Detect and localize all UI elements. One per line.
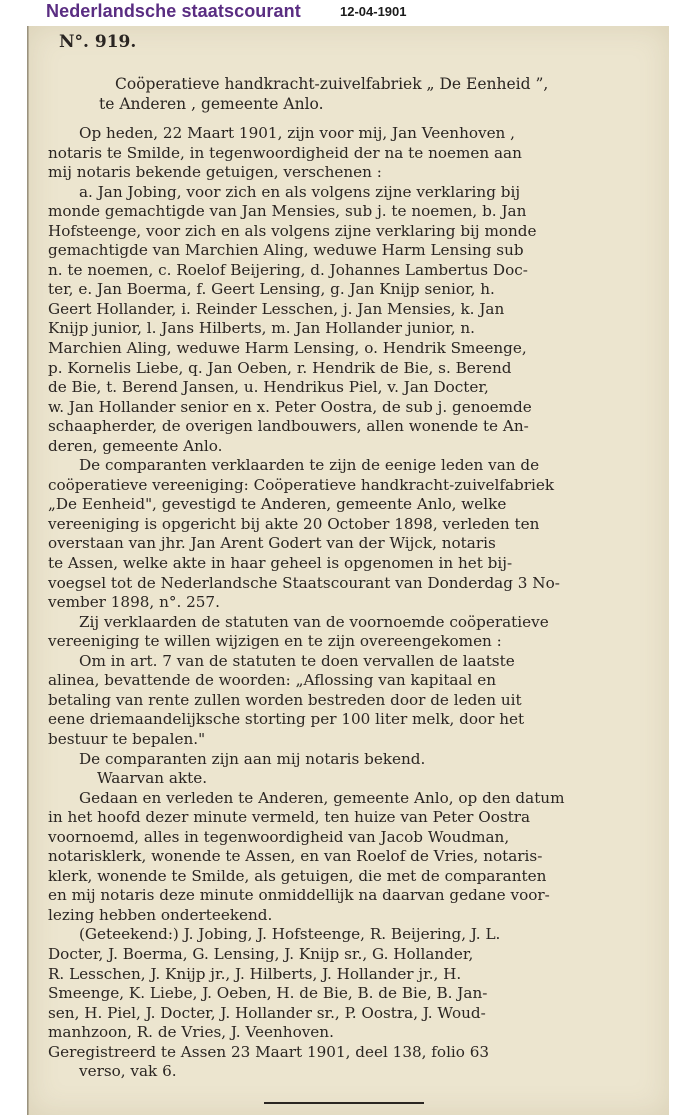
text-line: Op heden, 22 Maart 1901, zijn voor mij, Jan Veenhoven , bbox=[79, 124, 515, 142]
text-line: mij notaris bekende getuigen, verschenen : bbox=[48, 163, 382, 182]
issue-date: 12-04-1901 bbox=[340, 4, 407, 19]
text-line: De comparanten zijn aan mij notaris bekend. bbox=[79, 749, 426, 768]
text-line: ter, e. Jan Boerma, f. Geert Lensing, g. Jan Knijp senior, h. bbox=[48, 280, 495, 299]
text-line: bestuur te bepalen." bbox=[48, 729, 206, 748]
text-line: en mij notaris deze minute onmiddellijk na daarvan gedane voor- bbox=[48, 886, 550, 905]
text-line: te Assen, welke akte in haar geheel is opgenomen in het bij- bbox=[48, 554, 513, 573]
text-line: sen, H. Piel, J. Docter, J. Hollander sr., P. Oostra, J. Woud- bbox=[48, 1003, 486, 1022]
text-line: voornoemd, alles in tegenwoordigheid van Jacob Woudman, bbox=[48, 827, 510, 846]
text-line: notarisklerk, wonende te Assen, en van Roelof de Vries, notaris- bbox=[48, 847, 543, 866]
text-line: n. te noemen, c. Roelof Beijering, d. Johannes Lambertus Doc- bbox=[48, 260, 528, 279]
text-line: Geregistreerd te Assen 23 Maart 1901, deel 138, folio 63 bbox=[48, 1042, 490, 1061]
text-line: monde gemachtigde van Jan Mensies, sub j. te noemen, b. Jan bbox=[48, 202, 527, 221]
text-line: klerk, wonende te Smilde, als getuigen, die met de comparanten bbox=[48, 866, 547, 885]
text-line: gemachtigde van Marchien Aling, weduwe Harm Lensing sub bbox=[48, 241, 524, 260]
heading-line: Coöperatieve handkracht-zuivelfabriek „ De Eenheid ”, bbox=[115, 75, 549, 93]
text-line: vember 1898, n°. 257. bbox=[48, 593, 220, 612]
text-line: de Bie, t. Berend Jansen, u. Hendrikus Piel, v. Jan Docter, bbox=[48, 378, 489, 397]
text-line: (Geteekend:) J. Jobing, J. Hofsteenge, R. Beijering, J. L. bbox=[79, 925, 501, 944]
text-line: notaris te Smilde, in tegenwoordigheid der na te noemen aan bbox=[48, 143, 522, 162]
text-line: coöperatieve vereeniging: Coöperatieve handkracht-zuivelfabriek bbox=[48, 475, 555, 494]
closing-rule bbox=[264, 1102, 424, 1104]
text-line: betaling van rente zullen worden bestreden door de leden uit bbox=[48, 690, 522, 709]
text-line: alinea, bevattende de woorden: „Aflossing van kapitaal en bbox=[48, 671, 496, 690]
article-body bbox=[48, 124, 660, 1082]
text-line: De comparanten verklaarden te zijn de eenige leden van de bbox=[79, 456, 540, 475]
text-line: R. Lesschen, J. Knijp jr., J. Hilberts, J. Hollander jr., H. bbox=[48, 964, 462, 983]
text-line: w. Jan Hollander senior en x. Peter Oostra, de sub j. genoemde bbox=[48, 397, 532, 416]
text-line: deren, gemeente Anlo. bbox=[48, 436, 223, 455]
text-line: „De Eenheid", gevestigd te Anderen, gemeente Anlo, welke bbox=[48, 495, 507, 514]
article-number: N°. 919. bbox=[59, 32, 137, 52]
text-line: in het hoofd dezer minute vermeld, ten huize van Peter Oostra bbox=[48, 808, 531, 827]
text-line: Marchien Aling, weduwe Harm Lensing, o. Hendrik Smeenge, bbox=[48, 339, 527, 358]
text-line: vereeniging te willen wijzigen en te zijn overeengekomen : bbox=[48, 632, 502, 651]
text-line: p. Kornelis Liebe, q. Jan Oeben, r. Hendrik de Bie, s. Berend bbox=[48, 358, 512, 377]
heading-line: te Anderen , gemeente Anlo. bbox=[99, 95, 324, 113]
text-line: Geert Hollander, i. Reinder Lesschen, j. Jan Mensies, k. Jan bbox=[48, 299, 505, 318]
text-line: Gedaan en verleden te Anderen, gemeente Anlo, op den datum bbox=[79, 788, 565, 807]
text-line: overstaan van jhr. Jan Arent Godert van der Wijck, notaris bbox=[48, 534, 496, 553]
newspaper-title: Nederlandsche staatscourant bbox=[46, 1, 301, 21]
text-line: Zij verklaarden de statuten van de voornoemde coöperatieve bbox=[79, 612, 549, 631]
page-header bbox=[0, 0, 681, 26]
text-line: vereeniging is opgericht bij akte 20 October 1898, verleden ten bbox=[48, 514, 540, 533]
text-line: voegsel tot de Nederlandsche Staatscourant van Donderdag 3 No- bbox=[48, 573, 560, 592]
text-line: eene driemaandelijksche storting per 100 liter melk, door het bbox=[48, 710, 525, 729]
text-line: Smeenge, K. Liebe, J. Oeben, H. de Bie, B. de Bie, B. Jan- bbox=[48, 984, 488, 1003]
article-heading bbox=[99, 74, 655, 114]
newspaper-clipping bbox=[27, 26, 669, 1115]
text-line: schaapherder, de overigen landbouwers, allen wonende te An- bbox=[48, 417, 529, 436]
text-line: Om in art. 7 van de statuten te doen vervallen de laatste bbox=[79, 651, 515, 670]
text-line: a. Jan Jobing, voor zich en als volgens zijne verklaring bij bbox=[79, 182, 521, 201]
text-line: Knijp junior, l. Jans Hilberts, m. Jan Hollander junior, n. bbox=[48, 319, 475, 338]
text-line: lezing hebben onderteekend. bbox=[48, 905, 273, 924]
text-line: verso, vak 6. bbox=[79, 1062, 177, 1081]
text-line: manhzoon, R. de Vries, J. Veenhoven. bbox=[48, 1023, 334, 1042]
text-line: Waarvan akte. bbox=[97, 769, 208, 788]
text-line: Hofsteenge, voor zich en als volgens zijne verklaring bij monde bbox=[48, 221, 537, 240]
text-line: Docter, J. Boerma, G. Lensing, J. Knijp sr., G. Hollander, bbox=[48, 944, 474, 963]
